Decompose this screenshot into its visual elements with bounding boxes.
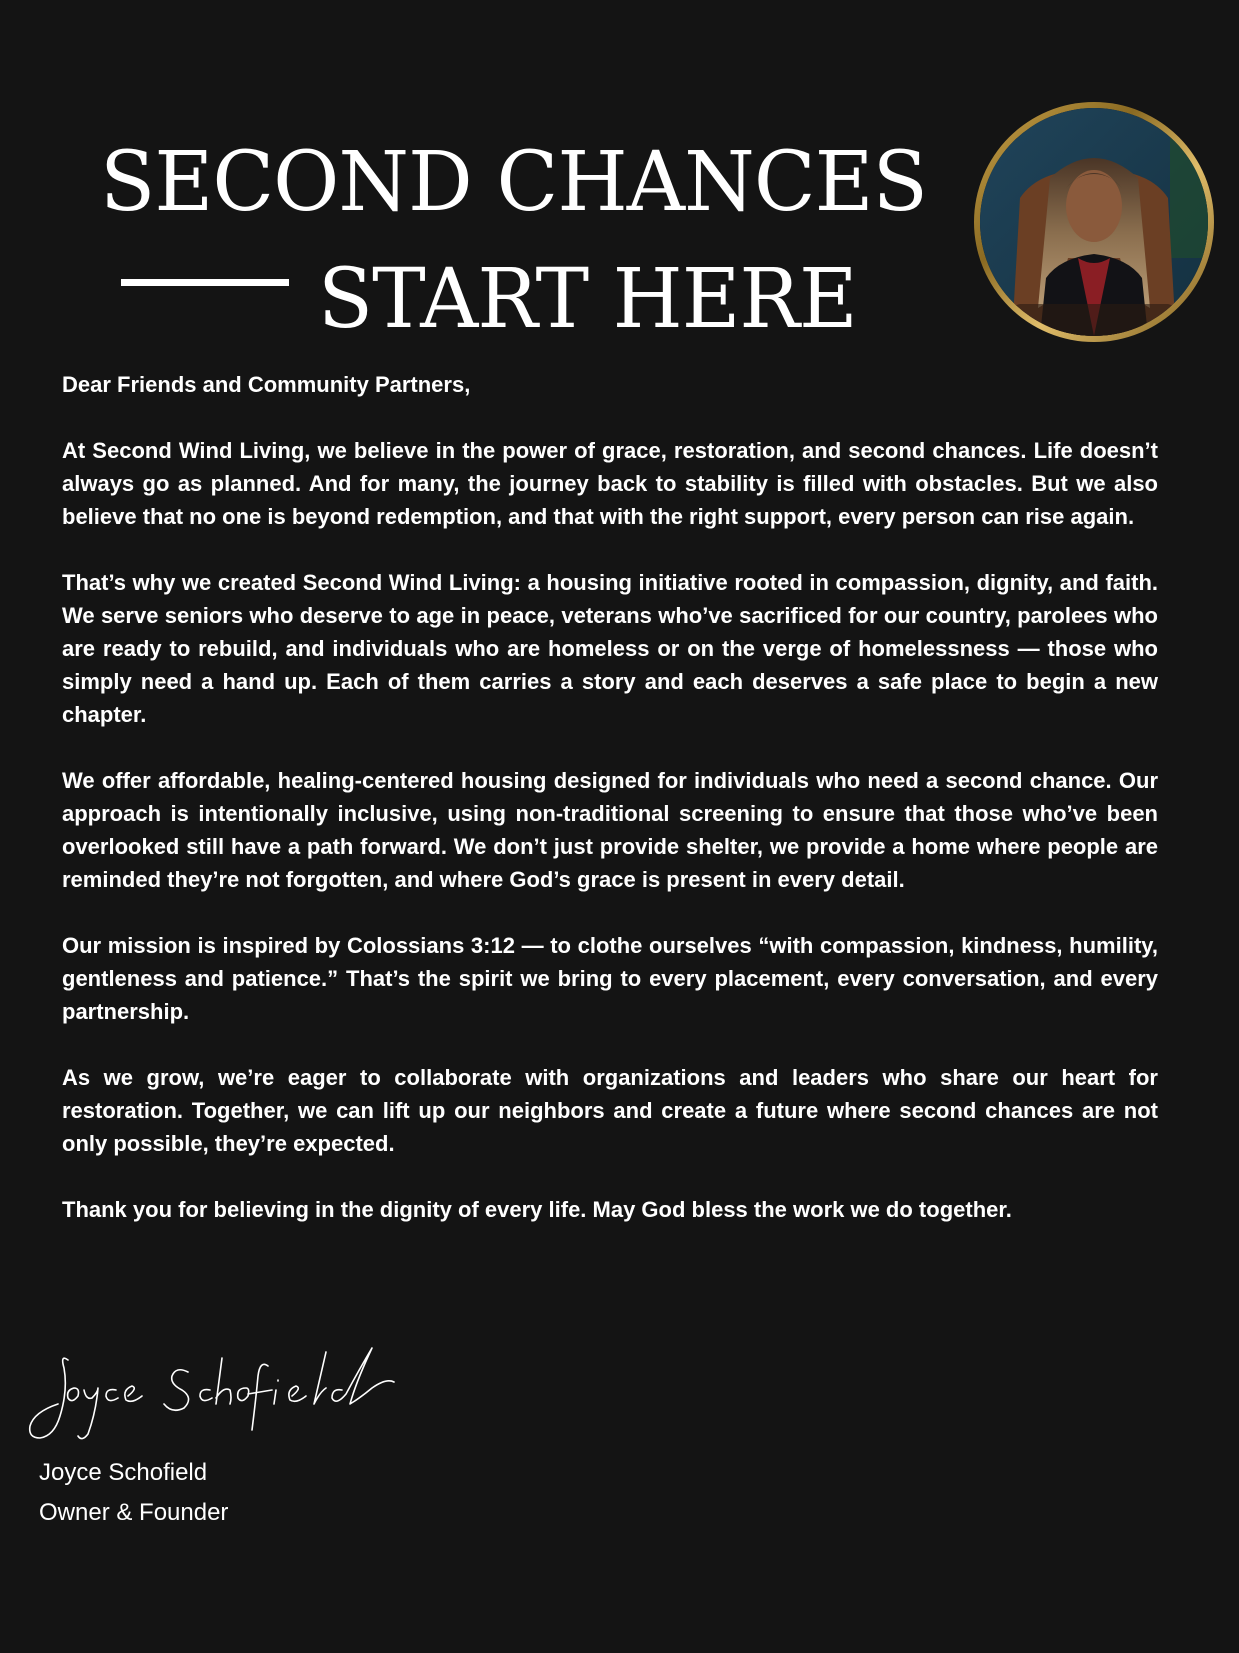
signature-block — [39, 1453, 228, 1533]
letter-paragraph: At Second Wind Living, we believe in the power of grace, restoration, and second chances. Life doesn’t always go as planned. And for many, the journey back to stability is filled with obstacles. But we also believe that no one is beyond redemption, and that with the right support, every person can rise again. — [62, 438, 1158, 529]
letter-body — [62, 368, 1158, 1259]
signer-role: Owner & Founder — [39, 1499, 229, 1526]
letter-paragraph: That’s why we created Second Wind Living: a housing initiative rooted in compassion, dignity, and faith. We serve seniors who deserve to age in peace, veterans who’ve sacrificed for our country, parolees who are ready to rebuild, and individuals who are homeless or on the verge of homelessness — those who simply need a hand up. Each of them carries a story and each deserves a safe place to begin a new chapter. — [62, 570, 1158, 727]
handwritten-signature — [20, 1338, 420, 1448]
founder-portrait — [974, 102, 1214, 342]
letter-closing: Thank you for believing in the dignity of every life. May God bless the work we do together. — [62, 1197, 1012, 1222]
signer-name: Joyce Schofield — [39, 1459, 208, 1486]
letter-greeting: Dear Friends and Community Partners, — [62, 372, 471, 397]
title-line-1: SECOND CHANCES — [100, 135, 927, 230]
letter-paragraph: As we grow, we’re eager to collaborate with organizations and leaders who share our heart for restoration. Together, we can lift up our neighbors and create a future where second chances are not only possible, they’re expected. — [62, 1065, 1158, 1156]
portrait-illustration — [980, 108, 1208, 336]
title-line-2: START HERE — [318, 252, 857, 347]
title-accent-rule — [121, 279, 289, 286]
letter-paragraph: Our mission is inspired by Colossians 3:12 — to clothe ourselves “with compassion, kindness, humility, gentleness and patience.” That’s the spirit we bring to every placement, every conversation, and every partnership. — [62, 933, 1158, 1024]
portrait-photo — [980, 108, 1208, 336]
letter-paragraph: We offer affordable, healing-centered housing designed for individuals who need a second chance. Our approach is intentionally inclusive, using non-traditional screening to ensure that those who’ve been overlooked still have a path forward. We don’t just provide shelter, we provide a home where people are reminded they’re not forgotten, and where God’s grace is present in every detail. — [62, 768, 1158, 892]
